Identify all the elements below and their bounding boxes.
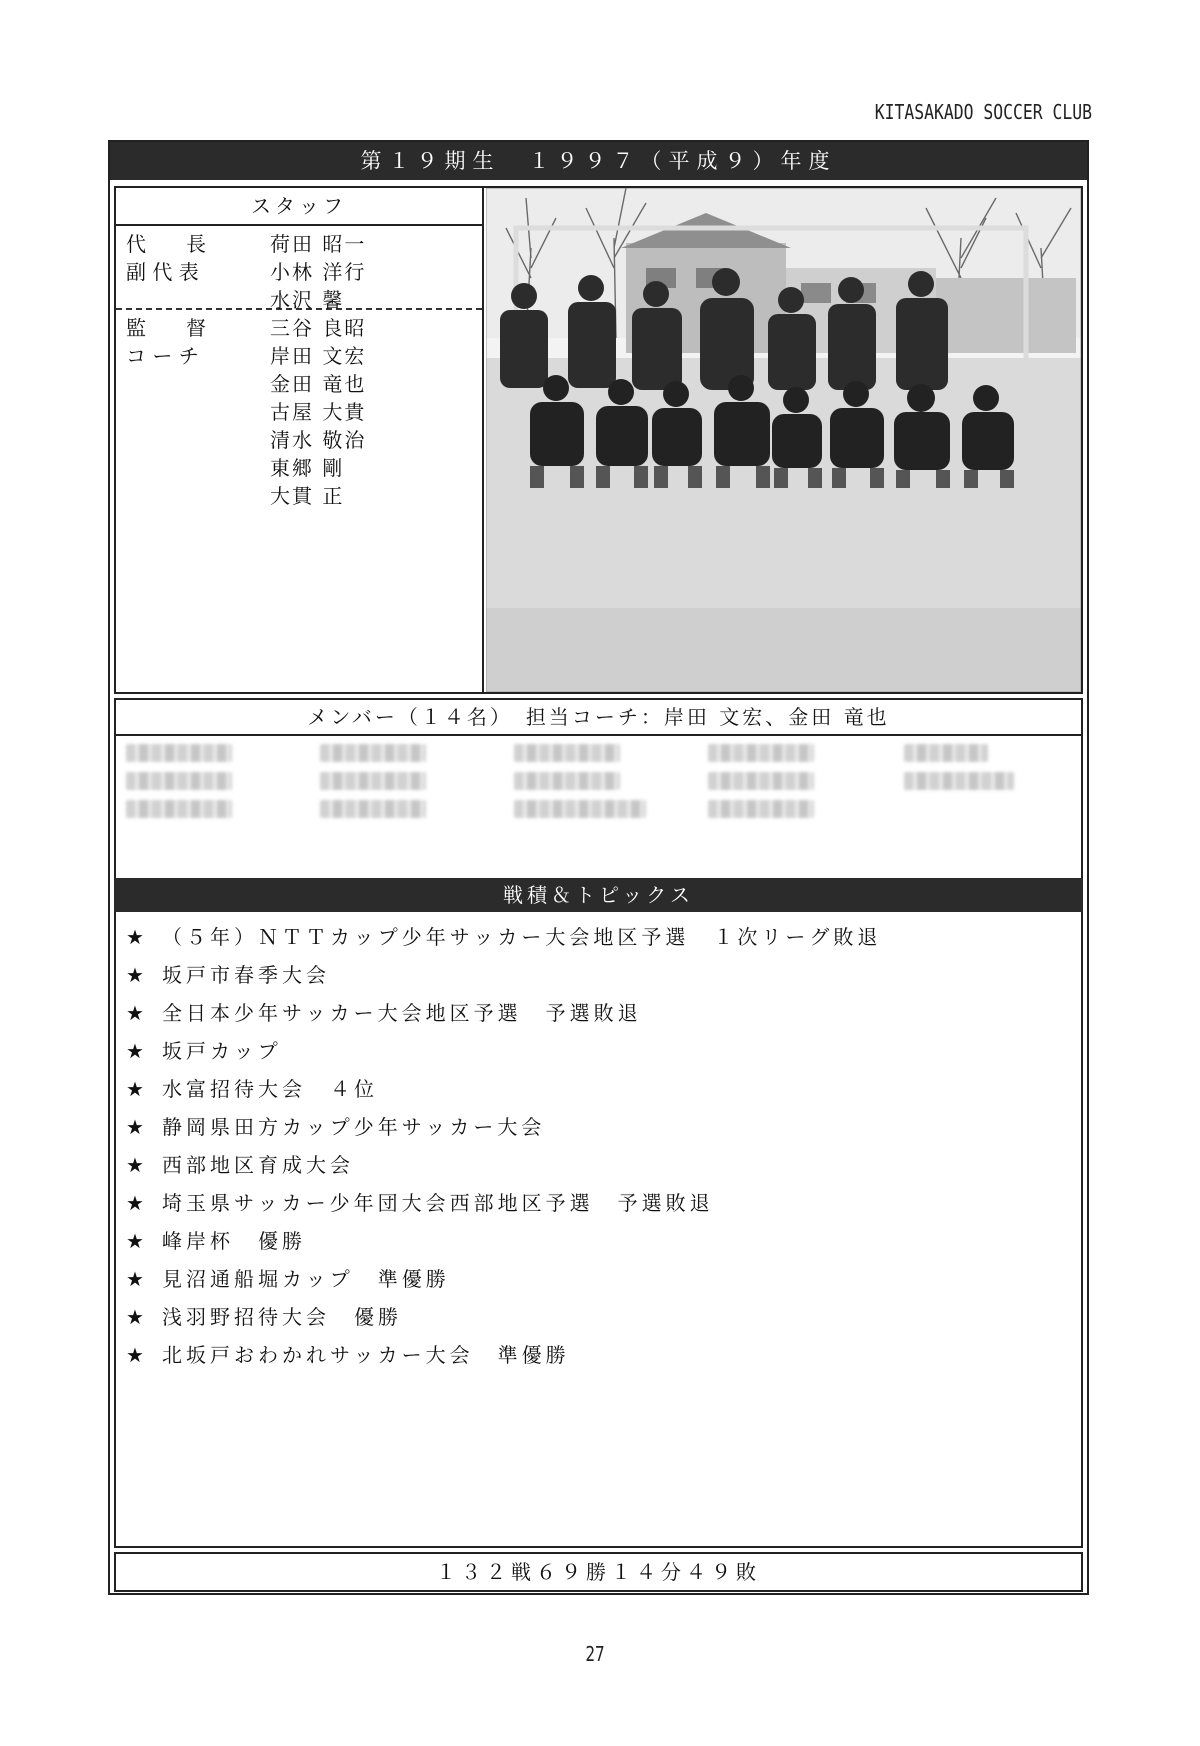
member-name-blurred	[904, 744, 988, 762]
topic-item	[126, 1300, 402, 1334]
topic-text: 見沼通船堀カップ 準優勝	[162, 1267, 450, 1291]
member-name-blurred	[320, 772, 426, 790]
star-icon: ★	[126, 1115, 144, 1139]
member-name-blurred	[514, 800, 646, 818]
member-name-blurred	[320, 800, 426, 818]
topic-item	[126, 1110, 545, 1144]
topic-text: 峰岸杯 優勝	[162, 1229, 306, 1253]
season-title: 第１９期生 １９９７（平成９）年度	[110, 142, 1087, 180]
star-icon: ★	[126, 925, 144, 949]
staff-photo-section	[114, 186, 1083, 694]
member-name-blurred	[904, 772, 1014, 790]
staff-role: 監 督	[126, 316, 206, 340]
topic-item	[126, 1338, 570, 1372]
staff-name: 三谷 良昭	[270, 316, 367, 340]
staff-name: 大貫 正	[270, 484, 345, 508]
star-icon: ★	[126, 1039, 144, 1063]
star-icon: ★	[126, 1001, 144, 1025]
staff-role: 副 代 表	[126, 260, 199, 284]
staff-heading: スタッフ	[116, 188, 482, 226]
member-name-blurred	[514, 772, 620, 790]
topic-item	[126, 1148, 354, 1182]
results-heading: 戦積＆トピックス	[114, 878, 1083, 912]
topic-text: 坂戸カップ	[162, 1039, 282, 1063]
star-icon: ★	[126, 1191, 144, 1215]
team-photo	[486, 188, 1081, 692]
topic-item	[126, 996, 642, 1030]
members-heading: メンバー（１４名） 担当コーチ：岸田 文宏、金田 竜也	[116, 700, 1081, 736]
staff-role: 代 長	[126, 232, 206, 256]
page-number: 27	[585, 1642, 605, 1666]
season-record: １３２戦６９勝１４分４９敗	[114, 1552, 1083, 1592]
topic-item	[126, 1034, 282, 1068]
club-name: KITASAKADO SOCCER CLUB	[874, 100, 1092, 124]
staff-name: 水沢 馨	[270, 288, 345, 312]
staff-name: 小林 洋行	[270, 260, 367, 284]
topic-text: 埼玉県サッカー少年団大会西部地区予選 予選敗退	[162, 1191, 714, 1215]
staff-name: 金田 竜也	[270, 372, 367, 396]
star-icon: ★	[126, 1077, 144, 1101]
member-name-blurred	[708, 772, 814, 790]
member-name-blurred	[708, 800, 814, 818]
topic-text: 水富招待大会 ４位	[162, 1077, 378, 1101]
staff-role: コ ー チ	[126, 344, 199, 368]
member-name-blurred	[126, 800, 232, 818]
staff-name: 清水 敬治	[270, 428, 367, 452]
topic-item	[126, 1072, 378, 1106]
topic-text: 全日本少年サッカー大会地区予選 予選敗退	[162, 1001, 642, 1025]
topic-item	[126, 1262, 450, 1296]
member-name-blurred	[320, 744, 426, 762]
staff-name: 東郷 剛	[270, 456, 345, 480]
member-name-blurred	[514, 744, 620, 762]
topic-text: 北坂戸おわかれサッカー大会 準優勝	[162, 1343, 570, 1367]
topic-text: 西部地区育成大会	[162, 1153, 354, 1177]
season-sheet	[108, 140, 1089, 1595]
member-name-blurred	[708, 744, 814, 762]
topic-text: 坂戸市春季大会	[162, 963, 330, 987]
staff-table	[116, 188, 484, 692]
star-icon: ★	[126, 1343, 144, 1367]
topic-item	[126, 1186, 714, 1220]
topic-text: 浅羽野招待大会 優勝	[162, 1305, 402, 1329]
star-icon: ★	[126, 1267, 144, 1291]
member-name-blurred	[126, 772, 232, 790]
topic-item	[126, 1224, 306, 1258]
staff-name: 荷田 昭一	[270, 232, 367, 256]
staff-name: 古屋 大貴	[270, 400, 367, 424]
star-icon: ★	[126, 1305, 144, 1329]
star-icon: ★	[126, 1229, 144, 1253]
star-icon: ★	[126, 963, 144, 987]
topic-text: 静岡県田方カップ少年サッカー大会	[162, 1115, 546, 1139]
member-name-blurred	[126, 744, 232, 762]
results-section	[114, 912, 1083, 1548]
staff-name: 岸田 文宏	[270, 344, 367, 368]
star-icon: ★	[126, 1153, 144, 1177]
topic-text: （５年）ＮＴＴカップ少年サッカー大会地区予選 １次リーグ敗退	[162, 925, 882, 949]
topic-item	[126, 920, 881, 954]
topic-item	[126, 958, 330, 992]
